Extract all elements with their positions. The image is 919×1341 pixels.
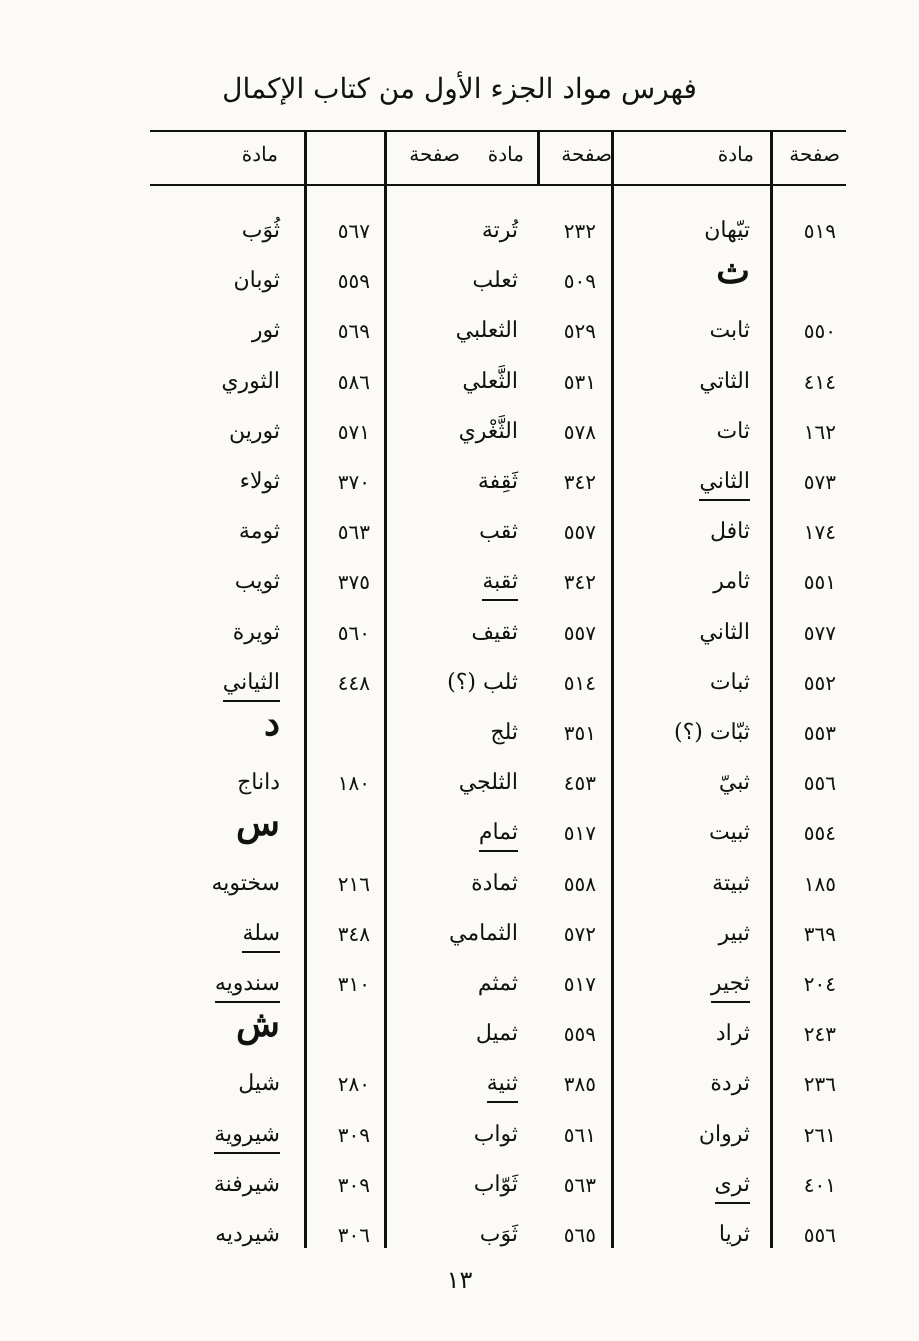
entry-name: ثجير	[711, 969, 750, 1003]
column-header-entry: مادة	[241, 142, 278, 166]
entry-name: سلة	[242, 919, 280, 953]
letter-heading: س	[236, 802, 280, 845]
entry-name: ثومة	[238, 519, 280, 545]
entry-name: الثياني	[223, 668, 280, 702]
column-divider	[537, 130, 540, 184]
page-ref: ٢١٦	[337, 871, 370, 896]
page-ref: ٥٨٦	[337, 369, 370, 394]
page-ref: ٥٥٦	[803, 771, 836, 796]
entry-name: سختويه	[211, 870, 280, 896]
page-ref: ٢٠٤	[803, 972, 836, 996]
page-ref: ٥٦٠	[337, 620, 370, 645]
entry-name: ثابت	[709, 318, 750, 344]
entry-name: الثاني	[699, 467, 750, 501]
entry-name: الثاني	[699, 619, 750, 645]
page-ref: ٢٣٦	[803, 1072, 836, 1097]
index-table	[150, 130, 846, 1248]
entry-name: ثردة	[710, 1071, 750, 1097]
entry-name: ثبيت	[708, 820, 750, 846]
column-header-entry: مادة	[487, 142, 524, 166]
page-ref: ٤٤٨	[337, 670, 370, 695]
entry-name: ثبيتة	[712, 870, 750, 896]
page-ref: ٥٠٩	[563, 269, 596, 294]
entry-name: ثعلب	[472, 268, 518, 294]
page-ref: ٥٦٧	[337, 219, 370, 243]
page-ref: ٥٧٨	[563, 419, 596, 444]
entry-name: ثويب	[234, 569, 280, 595]
entry-name: ثمثم	[477, 971, 518, 996]
entry-name: ثورين	[229, 418, 280, 444]
entry-name: ثلج	[490, 720, 518, 745]
entry-name: ثبيّ	[718, 770, 750, 796]
column-divider	[611, 130, 614, 1248]
page-ref: ٥٣١	[563, 369, 596, 394]
entry-name: ثمام	[479, 818, 518, 852]
page-ref: ٤٠١	[803, 1172, 836, 1197]
column-divider	[384, 130, 387, 1248]
page-ref: ٥٦١	[563, 1122, 596, 1147]
page-ref: ٥٥٩	[563, 1022, 596, 1047]
header-bottom-rule	[150, 184, 846, 186]
letter-heading: ث	[716, 250, 750, 293]
entry-name: ثبات	[709, 669, 750, 695]
page-ref: ١٨٥	[803, 871, 836, 896]
page-ref: ٣٠٩	[337, 1172, 370, 1197]
page-ref: ٥٧٣	[803, 470, 836, 494]
column-header-page: صفحة	[789, 142, 840, 166]
page-ref: ٥٥١	[803, 570, 836, 595]
entry-name: شيل	[238, 1071, 280, 1097]
page-ref: ٣٠٦	[337, 1223, 370, 1247]
entry-name: تيّهان	[704, 218, 750, 243]
entry-name: ثافل	[709, 519, 750, 545]
page-ref: ٥٥٣	[803, 721, 836, 745]
page-ref: ٥٥٦	[803, 1223, 836, 1247]
entry-name: تُرتة	[481, 218, 518, 243]
entry-name: الثاتي	[699, 368, 750, 394]
entry-name: ثمادة	[471, 870, 518, 896]
page-ref: ٥٥٨	[563, 871, 596, 896]
page-ref: ١٦٢	[803, 419, 836, 444]
entry-name: الثَّغْري	[458, 418, 518, 444]
page-ref: ٣٧٥	[337, 570, 370, 595]
entry-name: ثواب	[473, 1121, 518, 1147]
entry-name: داناج	[237, 770, 280, 796]
entry-name: ثويرة	[232, 619, 280, 645]
page-ref: ١٧٤	[803, 520, 836, 545]
page-ref: ٣٦٩	[803, 921, 836, 946]
column-header-page: صفحة	[561, 142, 612, 166]
entry-name: الثمامي	[449, 920, 518, 946]
entry-name: ثقبة	[482, 567, 518, 601]
page-ref: ٤٥٣	[563, 771, 596, 796]
page-ref: ١٨٠	[337, 771, 370, 796]
table-top-rule	[150, 130, 846, 132]
entry-name: ثلب (؟)	[447, 669, 518, 695]
entry-name: ثَوّاب	[473, 1171, 518, 1197]
letter-heading: د	[263, 702, 280, 744]
page-ref: ٥٦٥	[563, 1223, 596, 1247]
entry-name: ثامر	[713, 569, 750, 595]
page-ref: ٣٨٥	[563, 1072, 596, 1097]
page-ref: ٥٥٢	[803, 670, 836, 695]
column-header-page: صفحة	[409, 142, 460, 166]
page-ref: ٢٣٢	[563, 219, 596, 243]
entry-name: ثَقِفة	[477, 469, 518, 494]
page-title: فهرس مواد الجزء الأول من كتاب الإكمال	[222, 72, 697, 105]
entry-name: ثات	[716, 418, 750, 444]
entry-name: ثراد	[715, 1021, 750, 1047]
page-ref: ٥٢٩	[563, 319, 596, 344]
page-ref: ٥١٩	[803, 219, 836, 243]
page-ref: ٥٦٣	[337, 520, 370, 545]
page-ref: ٣٤٢	[563, 570, 596, 595]
entry-name: ثولاء	[239, 469, 280, 494]
page-ref: ٢٨٠	[337, 1072, 370, 1097]
entry-name: ثَوَب	[479, 1222, 518, 1247]
entry-name: ثور	[251, 318, 280, 344]
entry-name: شيرفنة	[213, 1171, 280, 1197]
page-ref: ٣١٠	[337, 972, 370, 996]
page-ref: ٥٥٧	[563, 520, 596, 545]
page-ref: ٥٧١	[337, 419, 370, 444]
entry-name: شيروية	[214, 1120, 280, 1154]
page-ref: ٢٤٣	[803, 1022, 836, 1047]
page-ref: ٢٦١	[803, 1122, 836, 1147]
entry-name: ثبير	[718, 920, 750, 946]
entry-name: الثعلبي	[455, 318, 518, 344]
entry-name: ثبّات (؟)	[673, 720, 750, 745]
page-ref: ٣٥١	[563, 721, 596, 745]
page-ref: ٥٥٠	[803, 319, 836, 344]
column-header-entry: مادة	[717, 142, 754, 166]
entry-name: الثوري	[221, 368, 280, 394]
column-divider	[770, 130, 773, 1248]
column-divider	[304, 130, 307, 1248]
page-ref: ٣٠٩	[337, 1122, 370, 1147]
page-ref: ٥١٧	[563, 821, 596, 846]
page-ref: ٥٥٤	[803, 821, 836, 846]
page-number: ١٣	[446, 1266, 473, 1294]
entry-name: ثروان	[698, 1121, 750, 1147]
page-ref: ٥٦٩	[337, 319, 370, 344]
letter-heading: ش	[236, 1003, 280, 1046]
page-ref: ٥٧٢	[563, 921, 596, 946]
entry-name: الثلجي	[458, 770, 518, 796]
page-ref: ٥١٧	[563, 972, 596, 996]
entry-name: ثقب	[479, 519, 518, 545]
page-ref: ٣٧٠	[337, 470, 370, 494]
page-ref: ٥٥٧	[563, 620, 596, 645]
entry-name: ثميل	[475, 1021, 518, 1047]
entry-name: الثَّعلي	[462, 368, 518, 394]
entry-name: ثنية	[487, 1069, 518, 1103]
page-ref: ٥٦٣	[563, 1172, 596, 1197]
entry-name: ثُوَب	[241, 218, 280, 243]
entry-name: ثريا	[718, 1222, 750, 1247]
entry-name: شيرديه	[215, 1222, 280, 1247]
page-ref: ٥٧٧	[803, 620, 836, 645]
entry-name: سندويه	[215, 969, 280, 1003]
page-ref: ٤١٤	[803, 369, 836, 394]
entry-name: ثقيف	[471, 619, 518, 645]
entry-name: ثوبان	[233, 268, 280, 294]
page-ref: ٣٤٨	[337, 921, 370, 946]
page-ref: ٥٥٩	[337, 269, 370, 294]
page-ref: ٣٤٢	[563, 470, 596, 494]
page-ref: ٥١٤	[563, 670, 596, 695]
entry-name: ثرى	[715, 1170, 750, 1204]
